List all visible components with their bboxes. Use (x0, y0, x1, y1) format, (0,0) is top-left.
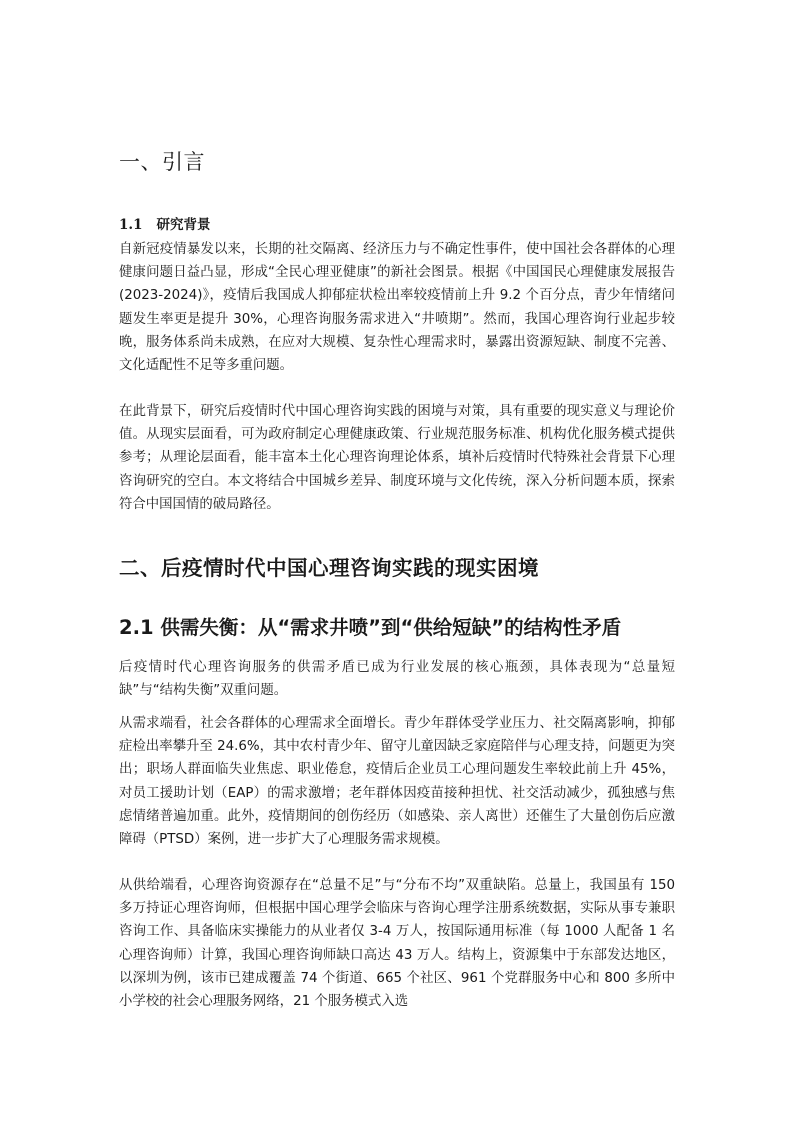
section-2-paragraph-2: 从需求端看，社会各群体的心理需求全面增长。青少年群体受学业压力、社交隔离影响，抑郁症检出率攀升至 24.6%，其中农村青少年、留守儿童因缺乏家庭陪伴与心理支持，问题更为突出；职场人群面临失业焦虑、职业倦怠，疫情后企业员工心理问题发生率较此前上升 45%，对员工援助计划（EAP）的需求激增；老年群体因疫苗接种担忧、社交活动减少，孤独感与焦虑情绪普遍加重。此外，疫情期间的创伤经历（如感染、亲人离世）还催生了大量创伤后应激障碍（PTSD）案例，进一步扩大了心理服务需求规模。 (119, 716, 675, 848)
section-1-paragraph-2: 在此背景下，研究后疫情时代中国心理咨询实践的困境与对策，具有重要的现实意义与理论价值。从现实层面看，可为政府制定心理健康政策、行业规范服务标准、机构优化服务模式提供参考；从理论层面看，能丰富本土化心理咨询理论体系，填补后疫情时代特殊社会背景下心理咨询研究的空白。本文将结合中国城乡差异、制度环境与文化传统，深入分析问题本质，探索符合中国国情的破局路径。 (119, 404, 675, 512)
section-1-paragraph-1: 自新冠疫情暴发以来，长期的社交隔离、经济压力与不确定性事件，使中国社会各群体的心理健康问题日益凸显，形成“全民心理亚健康”的新社会图景。根据《中国国民心理健康发展报告 (2023-2024)》，疫情后我国成人抑郁症状检出率较疫情前上升 9.2 个百分点，青少年情绪问题发生率更是提升 30%，心理咨询服务需求进入“井喷期”。然而，我国心理咨询行业起步较晚，服务体系尚未成熟，在应对大规模、复杂性心理需求时，暴露出资源短缺、制度不完善、文化适配性不足等多重问题。 (119, 242, 675, 374)
section-2-paragraph-3: 从供给端看，心理咨询资源存在“总量不足”与“分布不均”双重缺陷。总量上，我国虽有 150 多万持证心理咨询师，但根据中国心理学会临床与咨询心理学注册系统数据，实际从事专兼职咨询工作、具备临床实操能力的从业者仅 3-4 万人，按国际通用标准（每 1000 人配备 1 名心理咨询师）计算，我国心理咨询师缺口高达 43 万人。结构上，资源集中于东部发达地区，以深圳为例，该市已建成覆盖 74 个街道、665 个社区、961 个党群服务中心和 800 多所中小学校的社会心理服务网络，21 个服务模式入选 (119, 878, 675, 1010)
subsection-2-1-heading: 2.1 供需失衡：从“需求井喷”到“供给短缺”的结构性矛盾 (119, 616, 622, 639)
section-2-title: 二、后疫情时代中国心理咨询实践的现实困境 (119, 556, 539, 580)
subsection-number: 1.1 (119, 217, 143, 233)
subsection-1-1-heading (119, 213, 211, 233)
subsection-title: 研究背景 (156, 217, 211, 233)
section-1-title: 一、引言 (119, 150, 205, 174)
section-2-paragraph-1: 后疫情时代心理咨询服务的供需矛盾已成为行业发展的核心瓶颈，具体表现为“总量短缺”与“结构失衡”双重问题。 (119, 660, 675, 699)
